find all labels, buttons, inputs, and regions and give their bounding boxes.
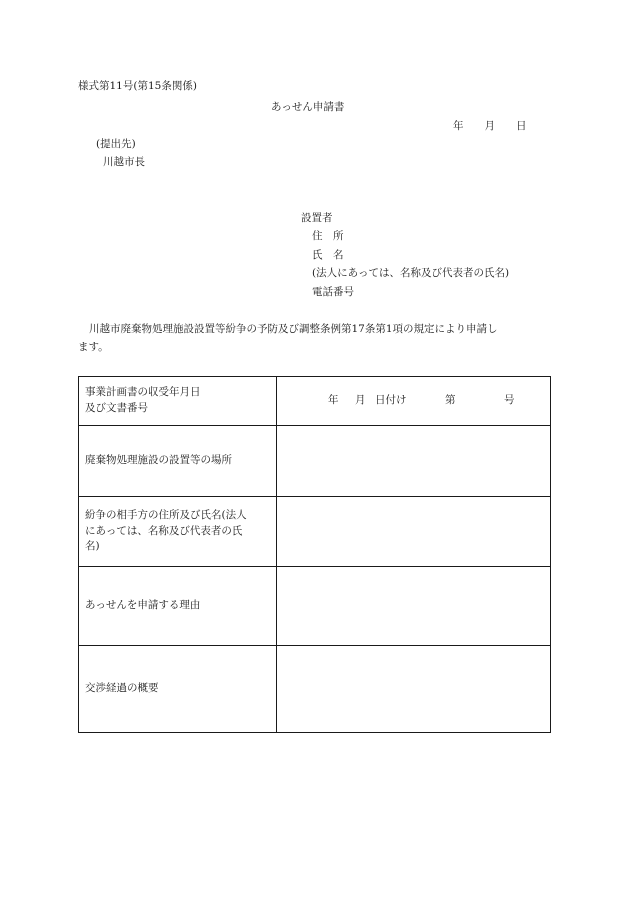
document-title: あっせん申請書 [271, 101, 345, 113]
reason-label-cell [79, 567, 277, 646]
location-label-cell [79, 426, 277, 497]
receipt-label-line-1: 事業計画書の収受年月日 [85, 386, 201, 399]
location-value-cell[interactable] [277, 426, 551, 497]
form-number: 様式第11号(第15条関係) [78, 80, 197, 92]
receipt-value-cell[interactable] [277, 377, 551, 426]
reason-value-cell[interactable] [277, 567, 551, 646]
counterparty-value-cell[interactable] [277, 497, 551, 567]
negotiation-label: 交渉経過の概要 [85, 682, 159, 695]
applicant-name-label: 氏 名 [312, 249, 344, 261]
counterparty-label-line-1: 紛争の相手方の住所及び氏名(法人 [85, 508, 247, 521]
receipt-go-text: 号 [504, 394, 515, 407]
applicant-address-label: 住 所 [312, 230, 344, 242]
date-line: 年 月 日 [453, 120, 527, 132]
receipt-label-line-2: 及び文書番号 [85, 402, 148, 414]
table-row [79, 646, 551, 733]
application-table [78, 376, 551, 733]
applicant-corp-note: (法人にあっては、名称及び代表者の氏名) [312, 267, 510, 279]
receipt-label-cell [79, 377, 277, 426]
table-row [79, 426, 551, 497]
location-label: 廃棄物処理施設の設置等の場所 [85, 454, 232, 467]
counterparty-label-line-2: にあっては、名称及び代表者の氏 [85, 524, 243, 537]
negotiation-label-cell [79, 646, 277, 733]
negotiation-value-cell[interactable] [277, 646, 551, 733]
body-text-line-2: ます。 [78, 341, 109, 353]
receipt-month-text: 月 [355, 394, 366, 407]
table-row [79, 377, 551, 426]
table-row [79, 497, 551, 567]
table-row [79, 567, 551, 646]
receipt-year-text: 年 [328, 394, 339, 407]
recipient-prefix: (提出先) [96, 138, 136, 150]
applicant-phone-label: 電話番号 [312, 286, 354, 298]
body-text-line-1: 川越市廃棄物処理施設設置等紛争の予防及び調整条例第17条第1項の規定により申請し [89, 323, 498, 335]
receipt-no-text: 第 [445, 394, 456, 407]
receipt-dated-text: 日付け [375, 394, 407, 407]
applicant-heading: 設置者 [301, 212, 333, 224]
counterparty-label-line-3: 名) [85, 540, 100, 553]
counterparty-label-cell [79, 497, 277, 567]
reason-label: あっせんを申請する理由 [85, 599, 201, 612]
recipient-name: 川越市長 [103, 156, 145, 168]
